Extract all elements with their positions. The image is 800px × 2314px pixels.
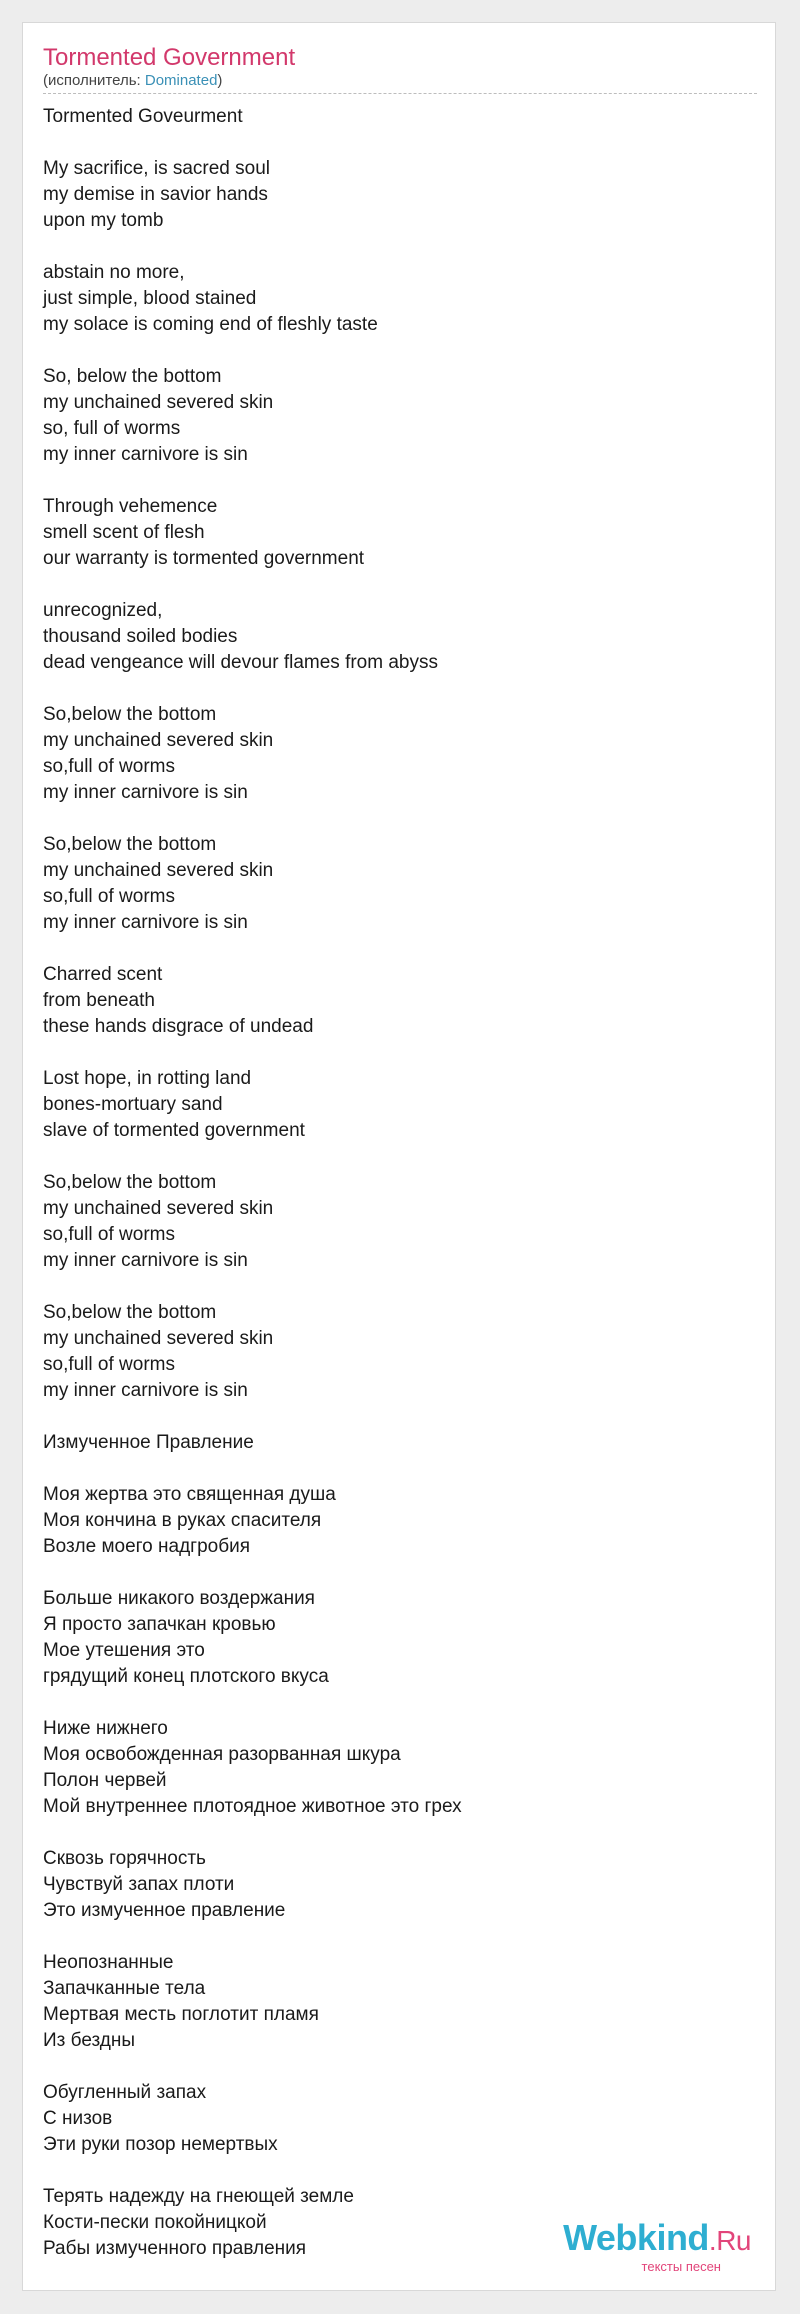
lyrics-line: Обугленный запах — [43, 2082, 207, 2103]
lyrics-line: So,below the bottom — [43, 1172, 217, 1193]
lyrics-line: my inner carnivore is sin — [43, 782, 248, 803]
lyrics-line: Charred scent — [43, 964, 163, 985]
lyrics-line: so, full of worms — [43, 418, 181, 439]
lyrics-blank-line — [43, 1820, 757, 1846]
lyrics-line: my unchained severed skin — [43, 730, 274, 751]
webkind-logo[interactable] — [563, 2219, 751, 2274]
lyrics-blank-line — [43, 1144, 757, 1170]
lyrics-line: Мертвая месть поглотит пламя — [43, 2004, 319, 2025]
lyrics-blank-line — [43, 468, 757, 494]
lyrics-line: smell scent of flesh — [43, 522, 205, 543]
lyrics-line: Ниже нижнего — [43, 1718, 168, 1739]
lyrics-line: Запачканные тела — [43, 1978, 206, 1999]
artist-line — [43, 72, 222, 90]
lyrics-line: So,below the bottom — [43, 834, 217, 855]
lyrics-line: my inner carnivore is sin — [43, 444, 248, 465]
lyrics-line: our warranty is tormented government — [43, 548, 365, 569]
lyrics-line: So,below the bottom — [43, 704, 217, 725]
lyrics-line: Моя жертва это священная душа — [43, 1484, 336, 1505]
lyrics-line: Рабы измученного правления — [43, 2238, 307, 2259]
lyrics-line: my unchained severed skin — [43, 392, 274, 413]
lyrics-blank-line — [43, 936, 757, 962]
lyrics-line: so,full of worms — [43, 1224, 175, 1245]
lyrics-line: Сквозь горячность — [43, 1848, 206, 1869]
lyrics-blank-line — [43, 338, 757, 364]
lyrics-blank-line — [43, 2054, 757, 2080]
lyrics-blank-line — [43, 1924, 757, 1950]
lyrics-line: Эти руки позор немертвых — [43, 2134, 278, 2155]
lyrics-line: unrecognized, — [43, 600, 163, 621]
lyrics-line: Я просто запачкан кровью — [43, 1614, 276, 1635]
lyrics-line: these hands disgrace of undead — [43, 1016, 314, 1037]
song-title: Tormented Government — [43, 44, 296, 71]
lyrics-line: Кости-пески покойницкой — [43, 2212, 267, 2233]
lyrics-line: my inner carnivore is sin — [43, 1250, 248, 1271]
lyrics-body — [43, 104, 757, 2262]
lyrics-blank-line — [43, 1274, 757, 1300]
lyrics-blank-line — [43, 1560, 757, 1586]
lyrics-line: my inner carnivore is sin — [43, 912, 248, 933]
lyrics-line: My sacrifice, is sacred soul — [43, 158, 271, 179]
lyrics-line: bones-mortuary sand — [43, 1094, 223, 1115]
artist-suffix: ) — [217, 72, 223, 89]
lyrics-blank-line — [43, 806, 757, 832]
lyrics-line: so,full of worms — [43, 1354, 175, 1375]
lyrics-line: Это измученное правление — [43, 1900, 286, 1921]
lyrics-line: Чувствуй запах плоти — [43, 1874, 235, 1895]
lyrics-line: my unchained severed skin — [43, 1328, 274, 1349]
lyrics-line: So,below the bottom — [43, 1302, 217, 1323]
lyrics-line: Lost hope, in rotting land — [43, 1068, 252, 1089]
lyrics-line: Through vehemence — [43, 496, 218, 517]
artist-link[interactable]: Dominated — [144, 72, 218, 89]
lyrics-line: Мой внутреннее плотоядное животное это грех — [43, 1796, 462, 1817]
lyrics-line: slave of tormented government — [43, 1120, 305, 1141]
lyrics-blank-line — [43, 676, 757, 702]
lyrics-line: С низов — [43, 2108, 113, 2129]
lyrics-blank-line — [43, 234, 757, 260]
lyrics-blank-line — [43, 2158, 757, 2184]
lyrics-line: Неопознанные — [43, 1952, 174, 1973]
divider — [43, 93, 757, 94]
lyrics-line: my unchained severed skin — [43, 1198, 274, 1219]
lyrics-line: Терять надежду на гнеющей земле — [43, 2186, 354, 2207]
lyrics-line: my demise in savior hands — [43, 184, 268, 205]
lyrics-blank-line — [43, 1690, 757, 1716]
lyrics-line: Полон червей — [43, 1770, 167, 1791]
lyrics-blank-line — [43, 130, 757, 156]
artist-prefix: (исполнитель: — [43, 72, 145, 89]
lyrics-line: so,full of worms — [43, 886, 175, 907]
lyrics-line: грядущий конец плотского вкуса — [43, 1666, 329, 1687]
lyrics-line: Мое утешения это — [43, 1640, 205, 1661]
logo-suffix: .Ru — [708, 2225, 751, 2256]
lyrics-line: Больше никакого воздержания — [43, 1588, 315, 1609]
lyrics-blank-line — [43, 572, 757, 598]
lyrics-line: so,full of worms — [43, 756, 175, 777]
lyrics-line: So, below the bottom — [43, 366, 222, 387]
lyrics-line: Моя кончина в руках спасителя — [43, 1510, 322, 1531]
lyrics-line: from beneath — [43, 990, 155, 1011]
lyrics-blank-line — [43, 1404, 757, 1430]
lyrics-line: Возле моего надгробия — [43, 1536, 251, 1557]
lyrics-line: my solace is coming end of fleshly taste — [43, 314, 378, 335]
lyrics-line: abstain no more, — [43, 262, 185, 283]
lyrics-line: Tormented Goveurment — [43, 106, 243, 127]
lyrics-line: Измученное Правление — [43, 1432, 254, 1453]
lyrics-blank-line — [43, 1040, 757, 1066]
lyrics-blank-line — [43, 1456, 757, 1482]
lyrics-line: Моя освобожденная разорванная шкура — [43, 1744, 401, 1765]
logo-tagline: тексты песен — [641, 2259, 721, 2274]
lyrics-line: Из бездны — [43, 2030, 135, 2051]
lyrics-card — [22, 22, 776, 2291]
logo-main-text: Webkind — [563, 2217, 709, 2258]
lyrics-line: just simple, blood stained — [43, 288, 257, 309]
lyrics-line: dead vengeance will devour flames from abyss — [43, 652, 438, 673]
lyrics-line: my inner carnivore is sin — [43, 1380, 248, 1401]
lyrics-line: thousand soiled bodies — [43, 626, 238, 647]
lyrics-line: upon my tomb — [43, 210, 164, 231]
logo-wordmark — [563, 2219, 751, 2260]
lyrics-line: my unchained severed skin — [43, 860, 274, 881]
